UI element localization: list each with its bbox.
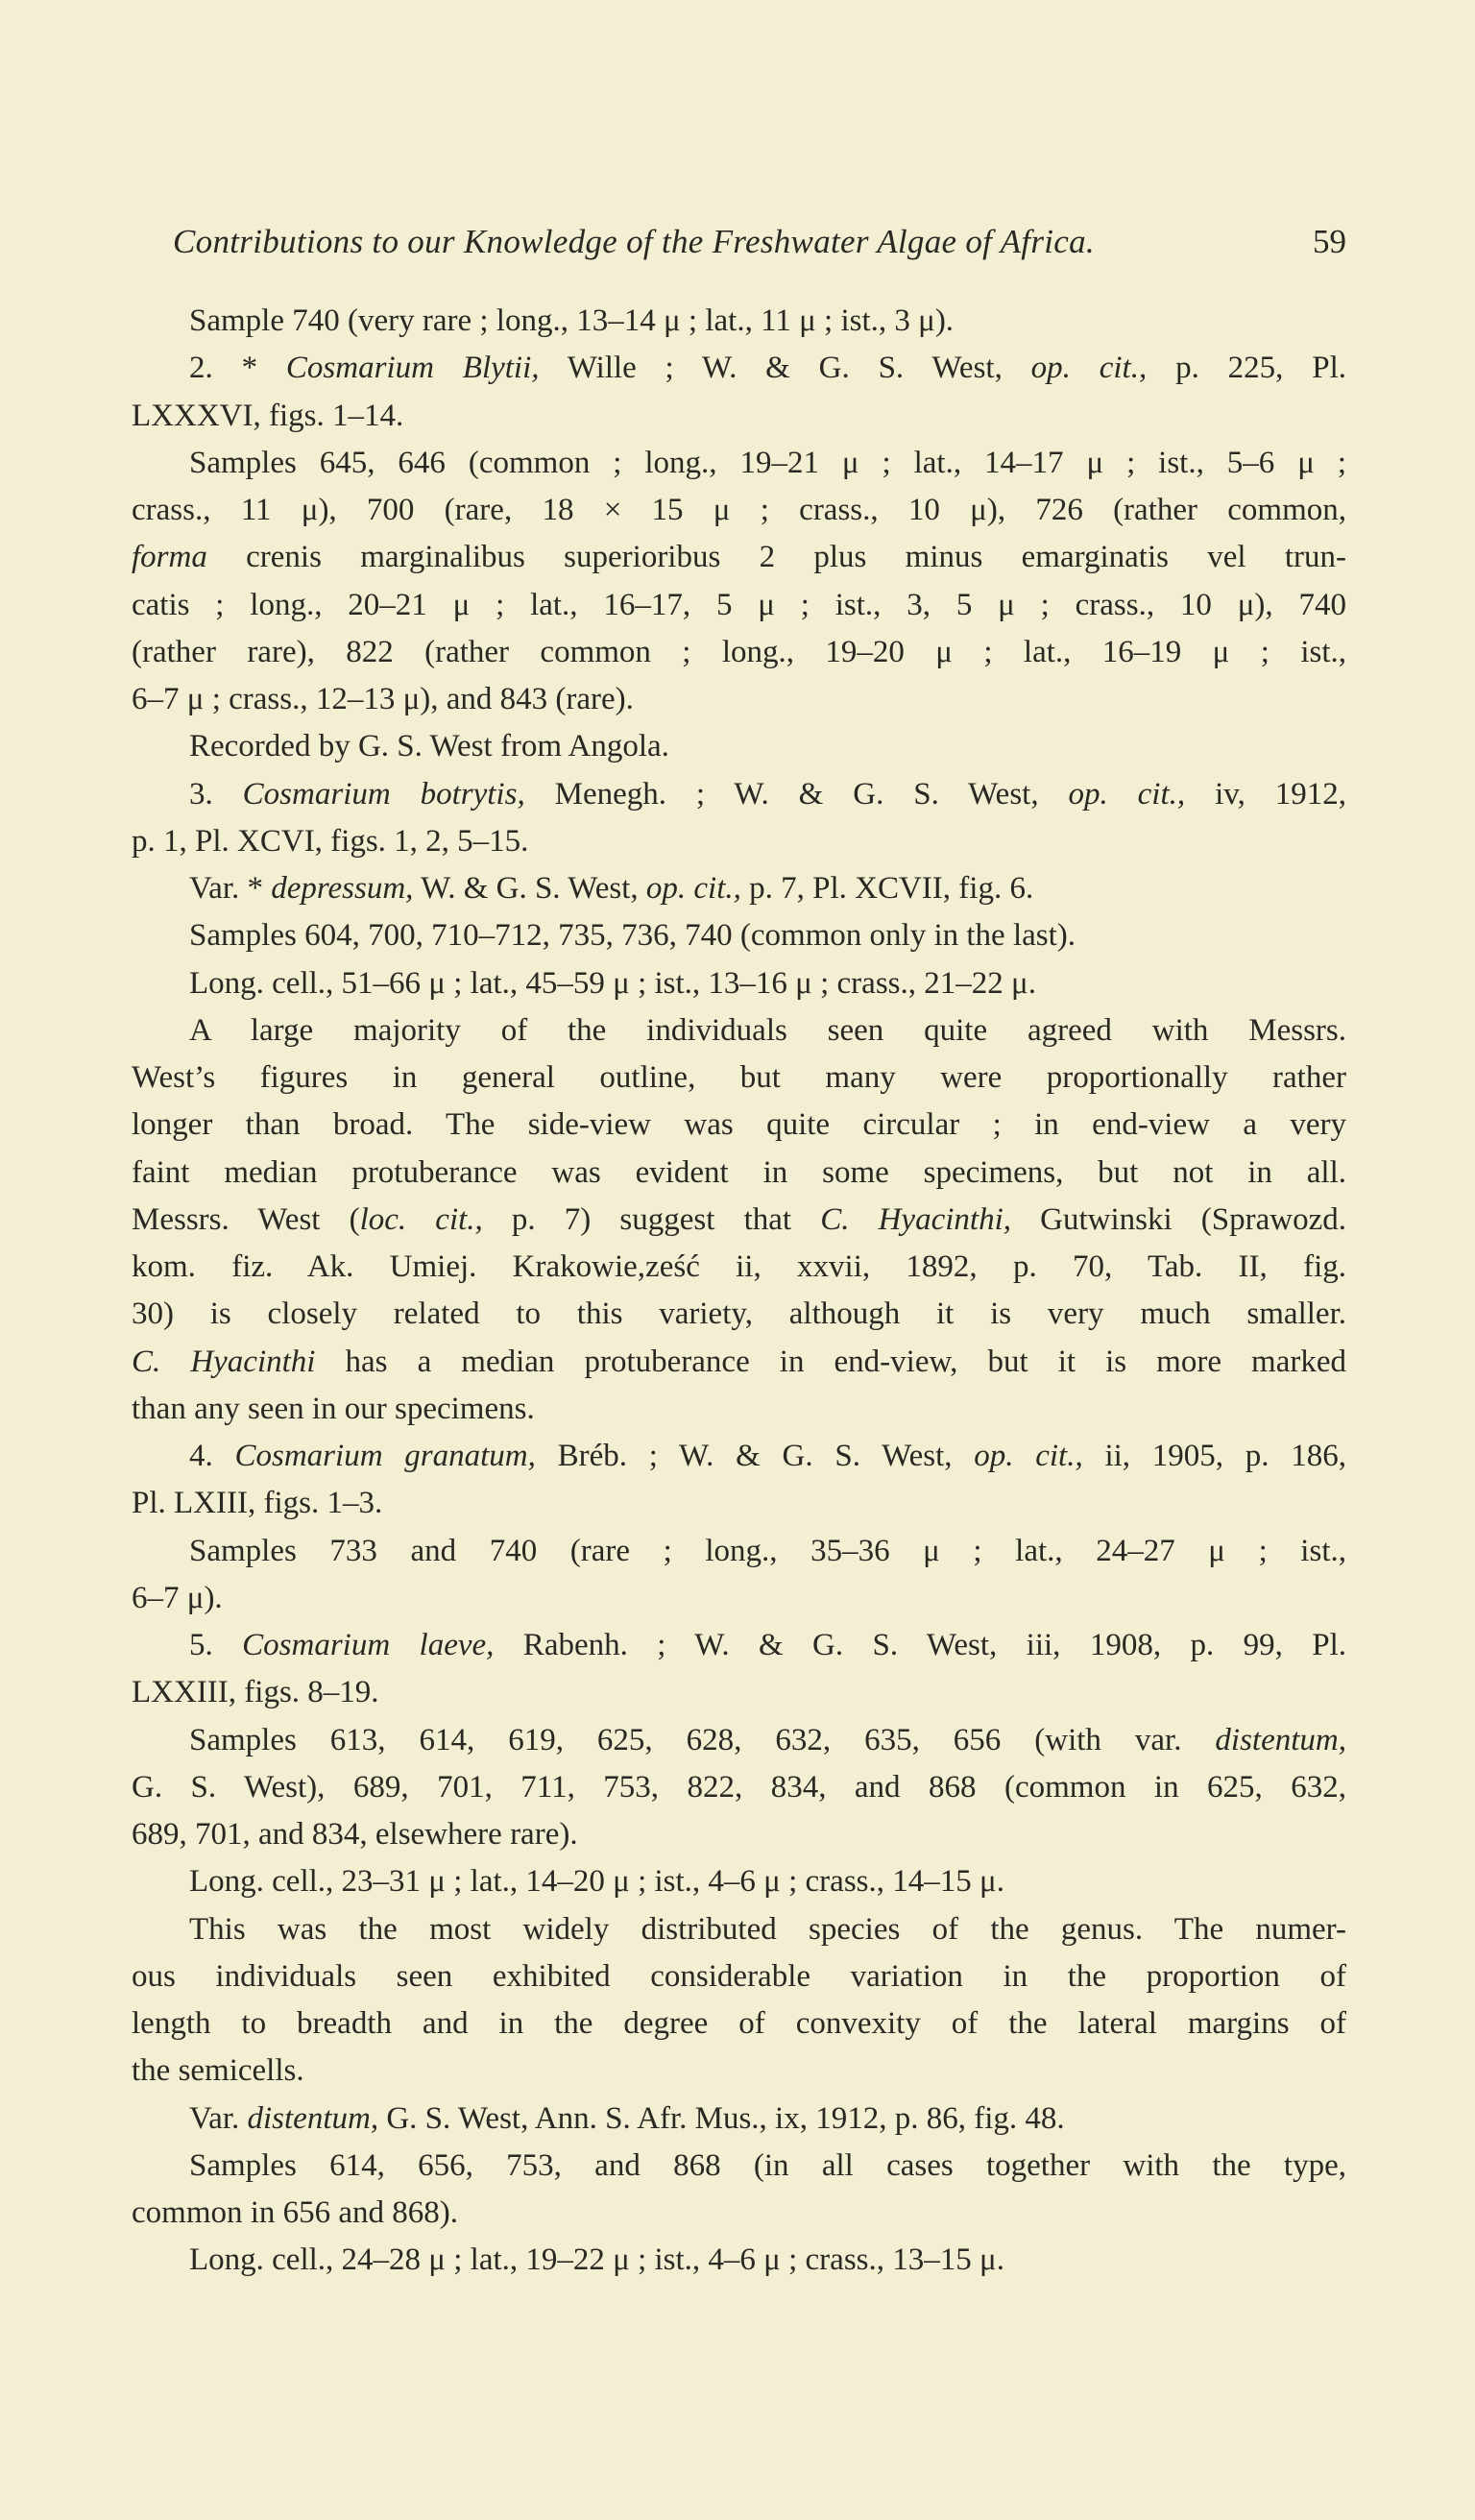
- text-run: ous individuals seen exhibited considerable variation in the proportion of: [132, 1958, 1346, 1994]
- italic-text: Cosmarium botrytis,: [242, 776, 525, 812]
- text-run: Samples 604, 700, 710–712, 735, 736, 740 (common only in the last).: [189, 918, 1076, 954]
- text-line: [132, 1339, 1346, 1386]
- text-run: Menegh. ; W. & G. S. West,: [524, 776, 1069, 812]
- text-run: Long. cell., 51–66 μ ; lat., 45–59 μ ; ist., 13–16 μ ; crass., 21–22 μ.: [189, 965, 1036, 1001]
- text-run: Bréb. ; W. & G. S. West,: [535, 1439, 975, 1473]
- text-run: LXXXVI, figs. 1–14.: [132, 398, 404, 433]
- italic-text: forma: [132, 540, 207, 575]
- italic-text: op. cit.,: [1030, 351, 1148, 386]
- text-line: [132, 2237, 1346, 2284]
- running-title: Contributions to our Knowledge of the Freshwater Algae of Africa.: [173, 223, 1095, 260]
- text-run: LXXIII, figs. 8–19.: [132, 1675, 379, 1710]
- italic-text: op. cit.,: [974, 1439, 1083, 1473]
- text-line: [132, 1858, 1346, 1905]
- text-run: A large majority of the individuals seen quite agreed with Messrs.: [189, 1012, 1346, 1048]
- text-line: [132, 1764, 1346, 1811]
- text-line: [132, 1054, 1346, 1102]
- text-run: Sample 740 (very rare ; long., 13–14 μ ; lat., 11 μ ; ist., 3 μ).: [189, 303, 955, 338]
- text-line: [132, 1575, 1346, 1622]
- text-run: longer than broad. The side-view was quite circular ; in end-view a very: [132, 1107, 1346, 1143]
- text-run: Samples 733 and 740 (rare ; long., 35–36 μ ; lat., 24–27 μ ; ist.,: [189, 1533, 1346, 1568]
- italic-text: C. Hyacinthi,: [820, 1201, 1011, 1237]
- text-line: [132, 629, 1346, 676]
- text-line: [132, 345, 1346, 392]
- text-line: [132, 1197, 1346, 1244]
- body-text: [132, 298, 1346, 2285]
- italic-text: depressum,: [271, 871, 414, 906]
- italic-text: distentum,: [247, 2100, 379, 2136]
- text-line: [132, 1953, 1346, 2000]
- text-run: has a median protuberance in end-view, but it is more marked: [315, 1344, 1346, 1379]
- text-line: [132, 723, 1346, 770]
- italic-text: op. cit.,: [645, 871, 741, 906]
- text-line: [132, 1622, 1346, 1669]
- text-run: 30) is closely related to this variety, although it is very much smaller.: [132, 1296, 1346, 1332]
- text-run: Long. cell., 24–28 μ ; lat., 19–22 μ ; ist., 4–6 μ ; crass., 13–15 μ.: [189, 2242, 1004, 2278]
- text-run: Gutwinski (Sprawozd.: [1010, 1201, 1346, 1237]
- text-line: [132, 2143, 1346, 2190]
- text-line: [132, 2048, 1346, 2095]
- text-run: 4.: [189, 1439, 235, 1473]
- text-line: [132, 2190, 1346, 2237]
- text-line: [132, 1669, 1346, 1716]
- text-run: 3.: [189, 776, 243, 812]
- italic-text: Cosmarium laeve,: [242, 1628, 495, 1662]
- text-line: [132, 1244, 1346, 1291]
- text-run: This was the most widely distributed species of the genus. The numer-: [189, 1911, 1346, 1947]
- text-run: Samples 613, 614, 619, 625, 628, 632, 635, 656 (with var.: [189, 1722, 1216, 1757]
- text-run: West’s figures in general outline, but many were proportionally rather: [132, 1060, 1346, 1095]
- text-line: [132, 1386, 1346, 1433]
- text-run: Wille ; W. & G. S. West,: [539, 351, 1031, 386]
- text-line: [132, 298, 1346, 345]
- text-run: p. 7, Pl. XCVII, fig. 6.: [740, 871, 1034, 906]
- text-run: Var.: [189, 2100, 248, 2136]
- text-line: [132, 1150, 1346, 1197]
- text-line: [132, 818, 1346, 865]
- text-run: Long. cell., 23–31 μ ; lat., 14–20 μ ; ist., 4–6 μ ; crass., 14–15 μ.: [189, 1864, 1004, 1900]
- text-line: [132, 2000, 1346, 2048]
- italic-text: distentum,: [1215, 1722, 1346, 1757]
- text-run: Samples 645, 646 (common ; long., 19–21 μ ; lat., 14–17 μ ; ist., 5–6 μ ;: [189, 445, 1346, 480]
- text-line: [132, 1433, 1346, 1480]
- text-run: p. 1, Pl. XCVI, figs. 1, 2, 5–15.: [132, 823, 529, 859]
- text-line: [132, 393, 1346, 440]
- text-run: W. & G. S. West,: [413, 871, 646, 906]
- text-line: [132, 771, 1346, 818]
- text-run: p. 7) suggest that: [482, 1201, 821, 1237]
- page-number: 59: [1313, 223, 1346, 260]
- text-line: [132, 1717, 1346, 1764]
- text-run: than any seen in our specimens.: [132, 1391, 535, 1426]
- text-line: [132, 2096, 1346, 2143]
- text-run: crenis marginalibus superioribus 2 plus minus emarginatis vel trun-: [206, 540, 1346, 575]
- text-line: [132, 440, 1346, 487]
- italic-text: Cosmarium Blytii,: [285, 351, 540, 386]
- text-run: 6–7 μ).: [132, 1580, 223, 1615]
- text-line: [132, 582, 1346, 629]
- text-run: ii, 1905, p. 186,: [1082, 1439, 1347, 1473]
- text-line: [132, 1480, 1346, 1527]
- text-run: Messrs. West (: [132, 1201, 360, 1237]
- text-line: [132, 1007, 1346, 1054]
- text-line: [132, 1528, 1346, 1575]
- text-run: kom. fiz. Ak. Umiej. Krakowie,ześć ii, xxvii, 1892, p. 70, Tab. II, fig.: [132, 1249, 1346, 1284]
- italic-text: C. Hyacinthi: [132, 1344, 316, 1379]
- running-header: [173, 217, 1346, 267]
- text-run: length to breadth and in the degree of convexity of the lateral margins of: [132, 2006, 1346, 2041]
- text-run: Pl. LXIII, figs. 1–3.: [132, 1486, 383, 1521]
- text-run: p. 225, Pl.: [1147, 351, 1346, 386]
- text-run: common in 656 and 868).: [132, 2195, 459, 2230]
- text-run: 2. *: [189, 351, 286, 386]
- text-line: [132, 1906, 1346, 1953]
- text-run: crass., 11 μ), 700 (rare, 18 × 15 μ ; crass., 10 μ), 726 (rather common,: [132, 493, 1346, 527]
- italic-text: loc. cit.,: [359, 1201, 483, 1237]
- text-run: Samples 614, 656, 753, and 868 (in all cases together with the type,: [189, 2147, 1346, 2183]
- text-run: G. S. West, Ann. S. Afr. Mus., ix, 1912, p. 86, fig. 48.: [378, 2100, 1065, 2136]
- text-run: faint median protuberance was evident in some specimens, but not in all.: [132, 1154, 1346, 1190]
- text-run: Recorded by G. S. West from Angola.: [189, 729, 669, 764]
- text-run: the semicells.: [132, 2053, 304, 2089]
- text-run: 689, 701, and 834, elsewhere rare).: [132, 1817, 578, 1852]
- italic-text: Cosmarium granatum,: [234, 1439, 536, 1473]
- italic-text: op. cit.,: [1068, 776, 1186, 812]
- text-run: Rabenh. ; W. & G. S. West, iii, 1908, p. 99, Pl.: [494, 1628, 1346, 1662]
- text-line: [132, 1102, 1346, 1149]
- text-line: [132, 912, 1346, 959]
- text-run: 5.: [189, 1628, 243, 1662]
- text-line: [132, 487, 1346, 534]
- text-line: [132, 1291, 1346, 1338]
- text-run: (rather rare), 822 (rather common ; long., 19–20 μ ; lat., 16–19 μ ; ist.,: [132, 634, 1346, 669]
- text-line: [132, 676, 1346, 723]
- text-run: G. S. West), 689, 701, 711, 753, 822, 834, and 868 (common in 625, 632,: [132, 1769, 1346, 1805]
- text-line: [132, 865, 1346, 912]
- text-run: 6–7 μ ; crass., 12–13 μ), and 843 (rare).: [132, 682, 634, 716]
- text-line: [132, 534, 1346, 581]
- text-run: catis ; long., 20–21 μ ; lat., 16–17, 5 μ ; ist., 3, 5 μ ; crass., 10 μ), 740: [132, 587, 1346, 622]
- text-line: [132, 1811, 1346, 1858]
- text-run: Var. *: [189, 871, 272, 906]
- text-line: [132, 960, 1346, 1007]
- text-run: iv, 1912,: [1185, 776, 1347, 812]
